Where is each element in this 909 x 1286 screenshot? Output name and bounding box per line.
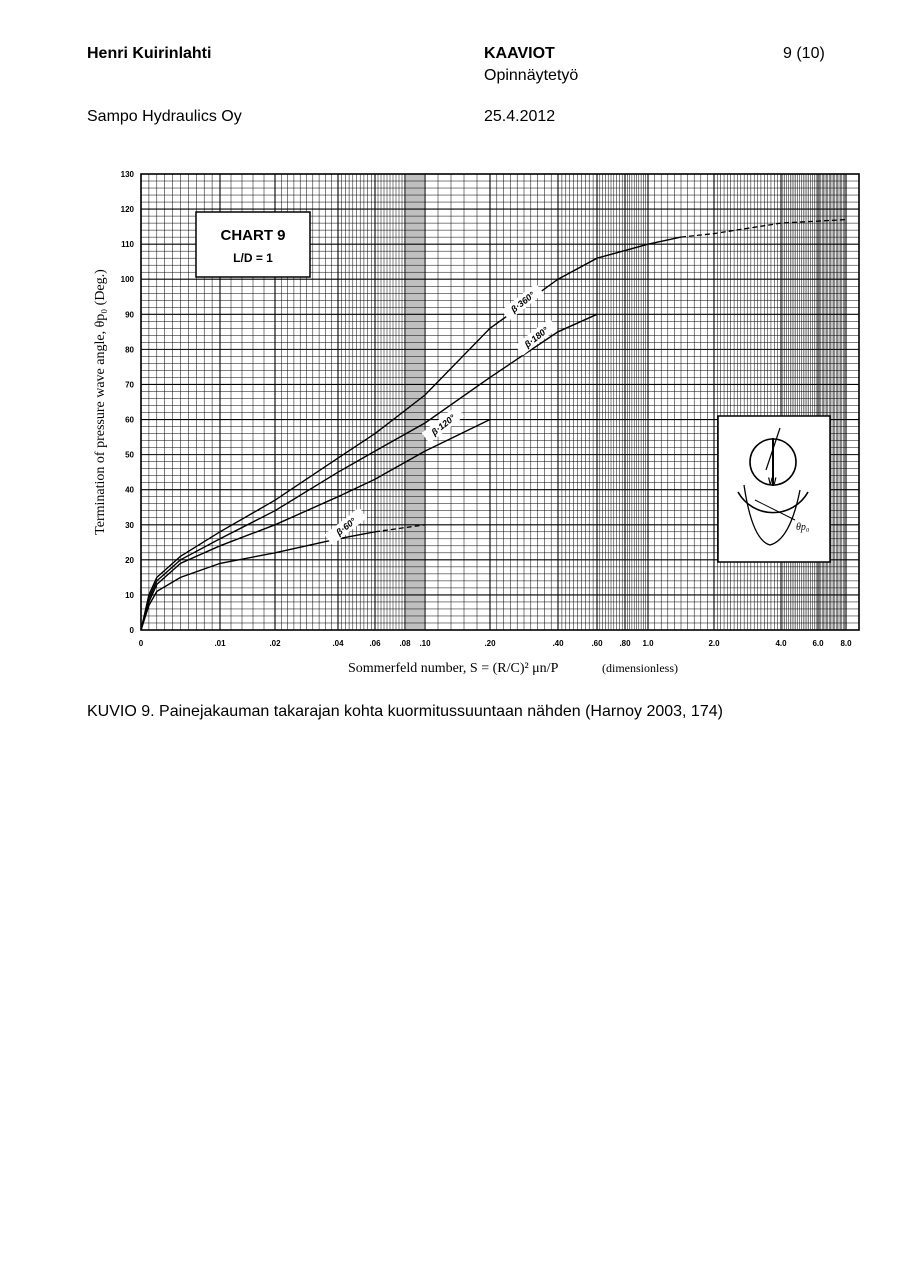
- x-axis-label-suffix: (dimensionless): [602, 661, 678, 675]
- x-tick-label: .06: [369, 639, 381, 648]
- figure-caption: KUVIO 9. Painejakauman takarajan kohta kuormitussuuntaan nähden (Harnoy 2003, 174): [87, 703, 723, 720]
- x-tick-label: 8.0: [840, 639, 852, 648]
- y-tick-label: 130: [120, 170, 134, 179]
- x-tick-label: .01: [214, 639, 226, 648]
- x-tick-label: .08: [399, 639, 411, 648]
- series-line-dashed-0: [681, 220, 846, 238]
- y-tick-label: 40: [125, 485, 134, 495]
- x-tick-label: .40: [552, 639, 564, 648]
- y-tick-label: 110: [121, 240, 134, 250]
- x-tick-label: .04: [332, 639, 344, 648]
- author-name: Henri Kuirinlahti: [87, 45, 212, 62]
- chart-title: CHART 9: [220, 227, 286, 244]
- document-subtitle: Opinnäytetyö: [484, 67, 579, 84]
- x-tick-label: 6.0: [812, 639, 824, 648]
- x-axis-label: Sommerfeld number, S = (R/C)² μn/P: [348, 661, 559, 676]
- x-tick-label: 0: [138, 639, 144, 648]
- y-tick-label: 100: [120, 275, 134, 285]
- x-tick-label: .02: [269, 639, 281, 648]
- inset-frame: [718, 416, 830, 562]
- x-tick-label: 1.0: [642, 639, 654, 648]
- company-name: Sampo Hydraulics Oy: [87, 108, 242, 125]
- x-tick-labels: [139, 639, 852, 648]
- document-title: KAAVIOT: [484, 45, 555, 62]
- chart-subtitle: L/D = 1: [233, 251, 273, 265]
- y-tick-label: 80: [125, 345, 134, 355]
- document-date: 25.4.2012: [484, 108, 556, 125]
- y-axis-label: Termination of pressure wave angle, θp₀ (Deg.): [93, 269, 108, 535]
- x-tick-label: .60: [591, 639, 603, 648]
- inset-angle-label: θp₀: [796, 522, 810, 533]
- y-tick-label: 60: [125, 415, 134, 425]
- curve-label-0: β·360°: [508, 289, 537, 315]
- inset-load-label: W: [768, 476, 777, 486]
- y-tick-label: 10: [125, 590, 134, 600]
- y-tick-label: 90: [125, 310, 134, 320]
- x-tick-label: .20: [484, 639, 496, 648]
- y-tick-label: 30: [125, 520, 134, 530]
- bearing-inset: [718, 416, 830, 562]
- y-tick-label: 70: [125, 380, 134, 390]
- y-tick-label: 0: [129, 626, 134, 635]
- curve-label-2: β·120°: [429, 412, 458, 438]
- y-tick-label: 50: [125, 450, 134, 460]
- chart-title-box: [196, 212, 310, 277]
- x-tick-label: .10: [419, 639, 431, 648]
- series-line-dashed-3: [375, 525, 425, 532]
- y-tick-label: 120: [120, 205, 134, 215]
- series-line-1: [141, 314, 597, 630]
- page-number: 9 (10): [783, 45, 825, 62]
- curve-label-3: β·60°: [334, 515, 358, 538]
- y-tick-labels: [121, 170, 135, 635]
- x-tick-label: .80: [619, 639, 631, 648]
- curve-label-1: β·180°: [522, 324, 551, 350]
- y-tick-label: 20: [125, 555, 134, 565]
- x-tick-label: 2.0: [708, 639, 720, 648]
- curve-labels: [324, 283, 557, 545]
- x-tick-label: 4.0: [775, 639, 787, 648]
